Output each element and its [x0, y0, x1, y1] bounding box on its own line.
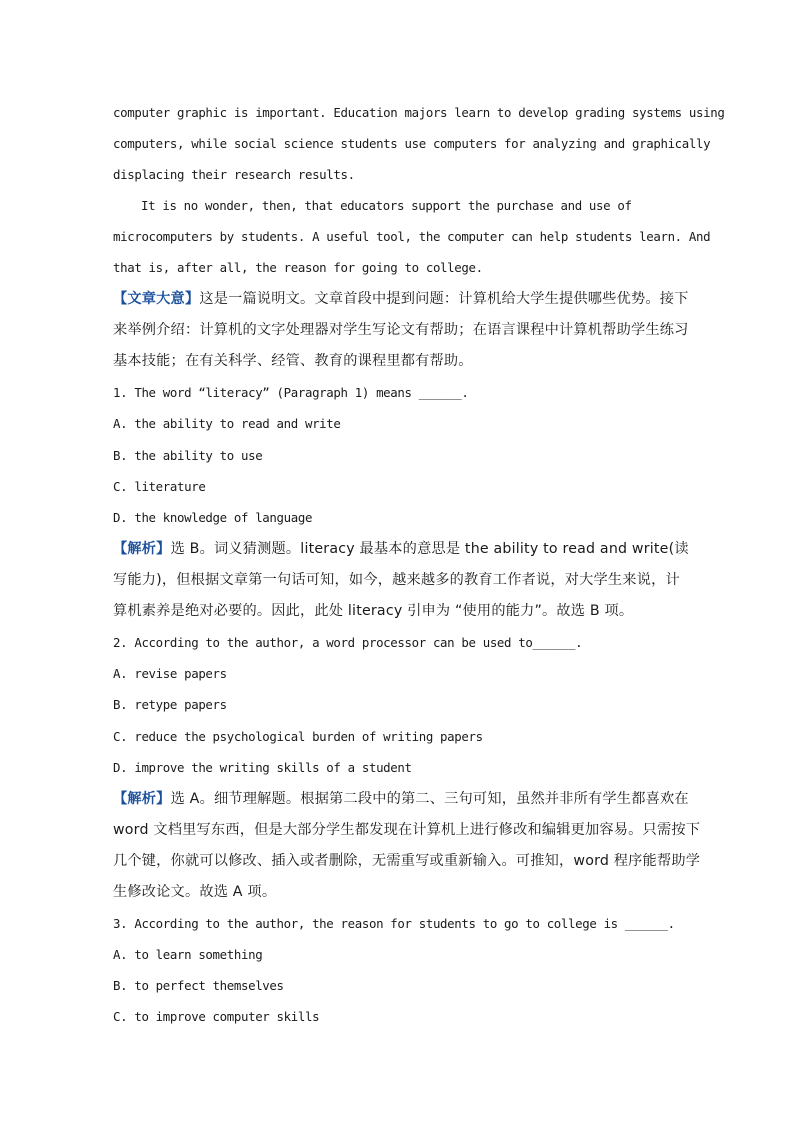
question-stem: 1. The word “literacy” (Paragraph 1) means ______. [113, 385, 469, 400]
analysis-tag: 【解析】 [113, 791, 171, 807]
option-a: A. the ability to read and write [113, 416, 341, 431]
option-b: B. to perfect themselves [113, 978, 284, 993]
summary-line [113, 289, 689, 309]
passage-line: that is, after all, the reason for going to college. [113, 260, 483, 275]
option-b: B. the ability to use [113, 448, 263, 463]
passage-line: displacing their research results. [113, 167, 355, 182]
analysis-line: 几个键，你就可以修改、插入或者删除，无需重写或重新输入。可推知，word 程序能帮助学 [113, 853, 701, 869]
analysis-tag: 【解析】 [113, 541, 171, 557]
analysis-line [113, 539, 689, 559]
analysis-line: 算机素养是绝对必要的。因此，此处 literacy 引申为 “使用的能力”。故选 B 项。 [113, 603, 634, 619]
passage-line: microcomputers by students. A useful tool, the computer can help students learn. And [113, 229, 711, 244]
option-d: D. the knowledge of language [113, 510, 313, 525]
question-stem: 3. According to the author, the reason for students to go to college is ______. [113, 916, 675, 931]
passage-line: computer graphic is important. Education majors learn to develop grading systems using [113, 105, 725, 120]
passage-line: It is no wonder, then, that educators support the purchase and use of [141, 198, 632, 213]
analysis-line [113, 789, 689, 809]
option-a: A. to learn something [113, 947, 263, 962]
analysis-line: 写能力)，但根据文章第一句话可知，如今，越来越多的教育工作者说，对大学生来说，计 [113, 572, 680, 588]
analysis-line: word 文档里写东西，但是大部分学生都发现在计算机上进行修改和编辑更加容易。只需按下 [113, 822, 701, 838]
summary-text: 这是一篇说明文。文章首段中提到问题：计算机给大学生提供哪些优势。接下 [199, 291, 689, 307]
option-c: C. literature [113, 479, 206, 494]
option-d: D. improve the writing skills of a student [113, 760, 412, 775]
analysis-text: 选 B。词义猜测题。literacy 最基本的意思是 the ability to read and write(读 [170, 541, 689, 557]
option-a: A. revise papers [113, 666, 227, 681]
summary-line: 基本技能；在有关科学、经管、教育的课程里都有帮助。 [113, 353, 473, 369]
option-c: C. reduce the psychological burden of writing papers [113, 729, 483, 744]
summary-line: 来举例介绍：计算机的文字处理器对学生写论文有帮助；在语言课程中计算机帮助学生练习 [113, 322, 689, 338]
question-stem: 2. According to the author, a word processor can be used to______. [113, 635, 583, 650]
option-c: C. to improve computer skills [113, 1009, 320, 1024]
analysis-text: 选 A。细节理解题。根据第二段中的第二、三句可知，虽然并非所有学生都喜欢在 [170, 791, 689, 807]
option-b: B. retype papers [113, 697, 227, 712]
passage-line: computers, while social science students use computers for analyzing and graphically [113, 136, 711, 151]
summary-tag: 【文章大意】 [113, 291, 200, 307]
analysis-line: 生修改论文。故选 A 项。 [113, 884, 277, 900]
